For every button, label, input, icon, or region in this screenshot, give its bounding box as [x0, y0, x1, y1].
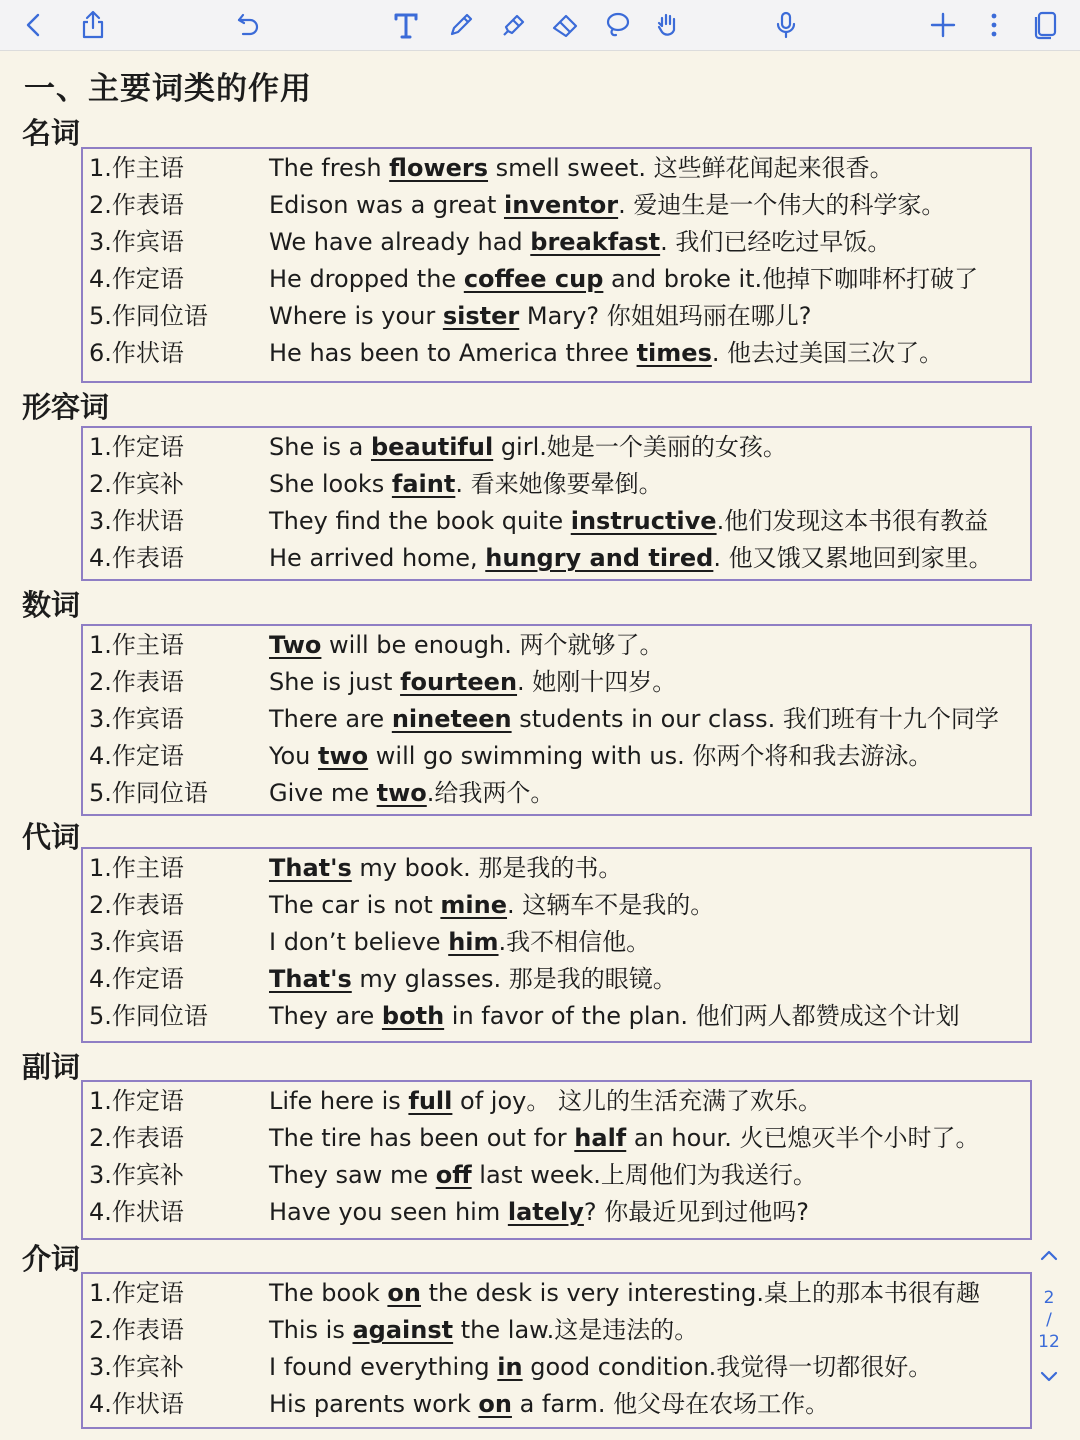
table-row — [83, 150, 1030, 187]
example-sentence — [269, 924, 650, 961]
role-label: 1.作定语 — [89, 1279, 184, 1307]
role-label: 4.作定语 — [89, 265, 184, 293]
sentence-prefix: Edison was a great — [269, 191, 504, 219]
example-sentence — [269, 429, 787, 466]
usage-table — [81, 1272, 1032, 1429]
role-label: 4.作定语 — [89, 742, 184, 770]
sentence-suffix: . 我们已经吃过早饭。 — [660, 228, 892, 256]
section-title: 介词 — [22, 1242, 81, 1276]
role-label: 3.作宾补 — [89, 1353, 184, 1381]
keyword: inventor — [503, 191, 619, 219]
example-sentence — [269, 1275, 980, 1312]
sentence-prefix: I don’t believe — [269, 928, 449, 956]
sentence-suffix: will be enough. 两个就够了。 — [321, 631, 664, 659]
sentence-suffix: students in our class. 我们班有十九个同学 — [511, 705, 999, 733]
role-label: 4.作状语 — [89, 1198, 184, 1226]
usage-table — [81, 624, 1032, 816]
sentence-suffix: a farm. 他父母在农场工作。 — [511, 1390, 830, 1418]
text-tool-icon[interactable] — [385, 4, 427, 46]
table-row — [83, 850, 1030, 887]
sentence-suffix: smell sweet. 这些鲜花闻起来很香。 — [488, 154, 894, 182]
role-label: 2.作表语 — [89, 191, 184, 219]
section-title: 形容词 — [22, 390, 110, 424]
keyword: flowers — [389, 154, 489, 182]
example-sentence — [269, 1083, 822, 1120]
role-label: 3.作宾语 — [89, 928, 184, 956]
sentence-suffix: last week.上周他们为我送行。 — [471, 1161, 817, 1189]
sentence-prefix: The book — [269, 1279, 388, 1307]
sentence-suffix: an hour. 火已熄灭半个小时了。 — [626, 1124, 980, 1152]
keyword: both — [381, 1002, 445, 1030]
sentence-prefix: She looks — [269, 470, 392, 498]
sentence-suffix: Mary? 你姐姐玛丽在哪儿? — [519, 302, 812, 330]
section-title: 名词 — [22, 116, 81, 150]
page-indicator — [1024, 1243, 1074, 1393]
more-vertical-icon[interactable] — [973, 4, 1015, 46]
sentence-prefix: There are — [269, 705, 392, 733]
keyword: mine — [440, 891, 508, 919]
keyword: on — [387, 1279, 421, 1307]
table-row — [83, 1349, 1030, 1386]
sentence-prefix: The tire has been out for — [269, 1124, 575, 1152]
sentence-prefix: He arrived home, — [269, 544, 486, 572]
undo-icon[interactable] — [228, 4, 270, 46]
role-label: 3.作宾语 — [89, 228, 184, 256]
example-sentence — [269, 1386, 829, 1423]
role-label: 1.作主语 — [89, 854, 184, 882]
eraser-icon[interactable] — [544, 4, 586, 46]
keyword: faint — [391, 470, 456, 498]
table-row — [83, 540, 1030, 577]
role-label: 2.作表语 — [89, 1124, 184, 1152]
hand-icon[interactable] — [647, 4, 689, 46]
table-row — [83, 627, 1030, 664]
keyword: hungry and tired — [485, 544, 714, 572]
sentence-suffix: the law.这是违法的。 — [453, 1316, 699, 1344]
table-row — [83, 503, 1030, 540]
role-label: 4.作状语 — [89, 1390, 184, 1418]
example-sentence — [269, 887, 714, 924]
keyword: against — [352, 1316, 454, 1344]
sentence-prefix: We have already had — [269, 228, 531, 256]
example-sentence — [269, 775, 554, 812]
role-label: 5.作同位语 — [89, 302, 208, 330]
keyword: two — [318, 742, 369, 770]
role-label: 2.作表语 — [89, 1316, 184, 1344]
table-row — [83, 1120, 1030, 1157]
table-row — [83, 1194, 1030, 1231]
table-row — [83, 335, 1030, 372]
page-down-icon[interactable] — [1024, 1363, 1074, 1393]
sentence-suffix: and broke it.他掉下咖啡杯打破了 — [603, 265, 979, 293]
section-title: 数词 — [22, 588, 81, 622]
sentence-prefix: Have you seen him — [269, 1198, 508, 1226]
sentence-suffix: . 爱迪生是一个伟大的科学家。 — [618, 191, 946, 219]
role-label: 3.作宾补 — [89, 1161, 184, 1189]
keyword: in — [497, 1353, 523, 1381]
section-title: 副词 — [22, 1050, 81, 1084]
page-up-icon[interactable] — [1024, 1243, 1074, 1273]
sentence-suffix: the desk is very interesting.桌上的那本书很有趣 — [420, 1279, 980, 1307]
sentence-prefix: Where is your — [269, 302, 443, 330]
example-sentence — [269, 150, 894, 187]
keyword: That's — [269, 854, 352, 882]
role-label: 2.作表语 — [89, 668, 184, 696]
role-label: 1.作定语 — [89, 1087, 184, 1115]
keyword: Two — [269, 631, 322, 659]
example-sentence — [269, 1312, 698, 1349]
sentence-prefix: She is a — [269, 433, 371, 461]
table-row — [83, 961, 1030, 998]
sentence-prefix: This is — [269, 1316, 353, 1344]
sentence-suffix: .他们发现这本书很有教益 — [716, 507, 989, 535]
role-label: 2.作宾补 — [89, 470, 184, 498]
example-sentence — [269, 503, 988, 540]
sentence-suffix: in favor of the plan. 他们两人都赞成这个计划 — [444, 1002, 960, 1030]
sentence-suffix: . 她刚十四岁。 — [517, 668, 677, 696]
role-label: 5.作同位语 — [89, 1002, 208, 1030]
sentence-prefix: He has been to America three — [269, 339, 637, 367]
table-row — [83, 429, 1030, 466]
back-chevron-icon[interactable] — [13, 4, 55, 46]
table-row — [83, 187, 1030, 224]
table-row — [83, 924, 1030, 961]
table-row — [83, 701, 1030, 738]
sentence-suffix: . 看来她像要晕倒。 — [455, 470, 663, 498]
table-row — [83, 738, 1030, 775]
microphone-icon[interactable] — [765, 4, 807, 46]
table-row — [83, 1083, 1030, 1120]
sentence-prefix: I found everything — [269, 1353, 498, 1381]
role-label: 2.作表语 — [89, 891, 184, 919]
sentence-prefix: They are — [269, 1002, 382, 1030]
example-sentence — [269, 1349, 932, 1386]
example-sentence — [269, 664, 676, 701]
table-row — [83, 466, 1030, 503]
note-page[interactable] — [0, 51, 1080, 1440]
keyword: times — [636, 339, 712, 367]
keyword: coffee cup — [463, 265, 604, 293]
example-sentence — [269, 187, 945, 224]
table-row — [83, 261, 1030, 298]
highlighter-icon[interactable] — [493, 4, 535, 46]
usage-table — [81, 1080, 1032, 1240]
usage-table — [81, 847, 1032, 1043]
role-label: 1.作定语 — [89, 433, 184, 461]
example-sentence — [269, 466, 663, 503]
table-row — [83, 1386, 1030, 1423]
sentence-suffix: . 他去过美国三次了。 — [711, 339, 944, 367]
table-row — [83, 224, 1030, 261]
sentence-suffix: . 他又饿又累地回到家里。 — [713, 544, 993, 572]
keyword: fourteen — [400, 668, 518, 696]
keyword: lately — [507, 1198, 584, 1226]
top-toolbar — [0, 0, 1080, 51]
plus-icon[interactable] — [922, 4, 964, 46]
sentence-suffix: ? 你最近见到过他吗? — [583, 1198, 809, 1226]
keyword: two — [376, 779, 427, 807]
example-sentence — [269, 1157, 817, 1194]
keyword: on — [478, 1390, 512, 1418]
role-label: 1.作主语 — [89, 154, 184, 182]
example-sentence — [269, 298, 811, 335]
sentence-prefix: His parents work — [269, 1390, 479, 1418]
example-sentence — [269, 335, 943, 372]
keyword: off — [435, 1161, 472, 1189]
table-row — [83, 1275, 1030, 1312]
keyword: That's — [269, 965, 352, 993]
current-page-number: 2 — [1043, 1288, 1055, 1308]
sentence-prefix: Life here is — [269, 1087, 409, 1115]
role-label: 3.作状语 — [89, 507, 184, 535]
example-sentence — [269, 961, 677, 998]
example-sentence — [269, 224, 891, 261]
keyword: him — [448, 928, 499, 956]
example-sentence — [269, 261, 978, 298]
sentence-prefix: They find the book quite — [269, 507, 571, 535]
table-row — [83, 887, 1030, 924]
keyword: breakfast — [530, 228, 661, 256]
table-row — [83, 664, 1030, 701]
sentence-prefix: They saw me — [269, 1161, 436, 1189]
sentence-suffix: .我不相信他。 — [498, 928, 651, 956]
example-sentence — [269, 850, 622, 887]
keyword: beautiful — [370, 433, 494, 461]
sentence-suffix: good condition.我觉得一切都很好。 — [522, 1353, 933, 1381]
sentence-prefix: The car is not — [269, 891, 441, 919]
example-sentence — [269, 998, 960, 1035]
keyword: half — [574, 1124, 627, 1152]
table-row — [83, 298, 1030, 335]
pen-icon[interactable] — [440, 4, 482, 46]
sentence-prefix: She is just — [269, 668, 401, 696]
sentence-prefix: Give me — [269, 779, 377, 807]
sentence-prefix: You — [269, 742, 318, 770]
table-row — [83, 998, 1030, 1035]
usage-table — [81, 147, 1032, 383]
role-label: 3.作宾语 — [89, 705, 184, 733]
sentence-prefix: The fresh — [269, 154, 390, 182]
keyword: nineteen — [391, 705, 512, 733]
sentence-suffix: . 这辆车不是我的。 — [507, 891, 715, 919]
sentence-suffix: girl.她是一个美丽的女孩。 — [493, 433, 787, 461]
keyword: instructive — [570, 507, 717, 535]
role-label: 5.作同位语 — [89, 779, 208, 807]
total-page-number: 12 — [1038, 1332, 1060, 1352]
lasso-icon[interactable] — [596, 4, 638, 46]
role-label: 6.作状语 — [89, 339, 184, 367]
role-label: 4.作表语 — [89, 544, 184, 572]
page-title: 一、主要词类的作用 — [24, 71, 312, 107]
sentence-prefix: He dropped the — [269, 265, 464, 293]
example-sentence — [269, 627, 664, 664]
table-row — [83, 775, 1030, 812]
sentence-suffix: .给我两个。 — [426, 779, 555, 807]
table-row — [83, 1312, 1030, 1349]
keyword: sister — [442, 302, 520, 330]
sentence-suffix: will go swimming with us. 你两个将和我去游泳。 — [368, 742, 933, 770]
sentence-suffix: my book. 那是我的书。 — [351, 854, 623, 882]
example-sentence — [269, 1194, 809, 1231]
share-icon[interactable] — [72, 4, 114, 46]
sentence-suffix: my glasses. 那是我的眼镜。 — [351, 965, 677, 993]
sentence-suffix: of joy。 这儿的生活充满了欢乐。 — [452, 1087, 822, 1115]
keyword: full — [408, 1087, 453, 1115]
example-sentence — [269, 1120, 979, 1157]
pages-icon[interactable] — [1024, 4, 1066, 46]
usage-table — [81, 426, 1032, 581]
role-label: 4.作定语 — [89, 965, 184, 993]
example-sentence — [269, 540, 993, 577]
table-row — [83, 1157, 1030, 1194]
example-sentence — [269, 701, 999, 738]
example-sentence — [269, 738, 932, 775]
section-title: 代词 — [22, 820, 81, 854]
role-label: 1.作主语 — [89, 631, 184, 659]
page-separator: / — [1046, 1310, 1052, 1330]
